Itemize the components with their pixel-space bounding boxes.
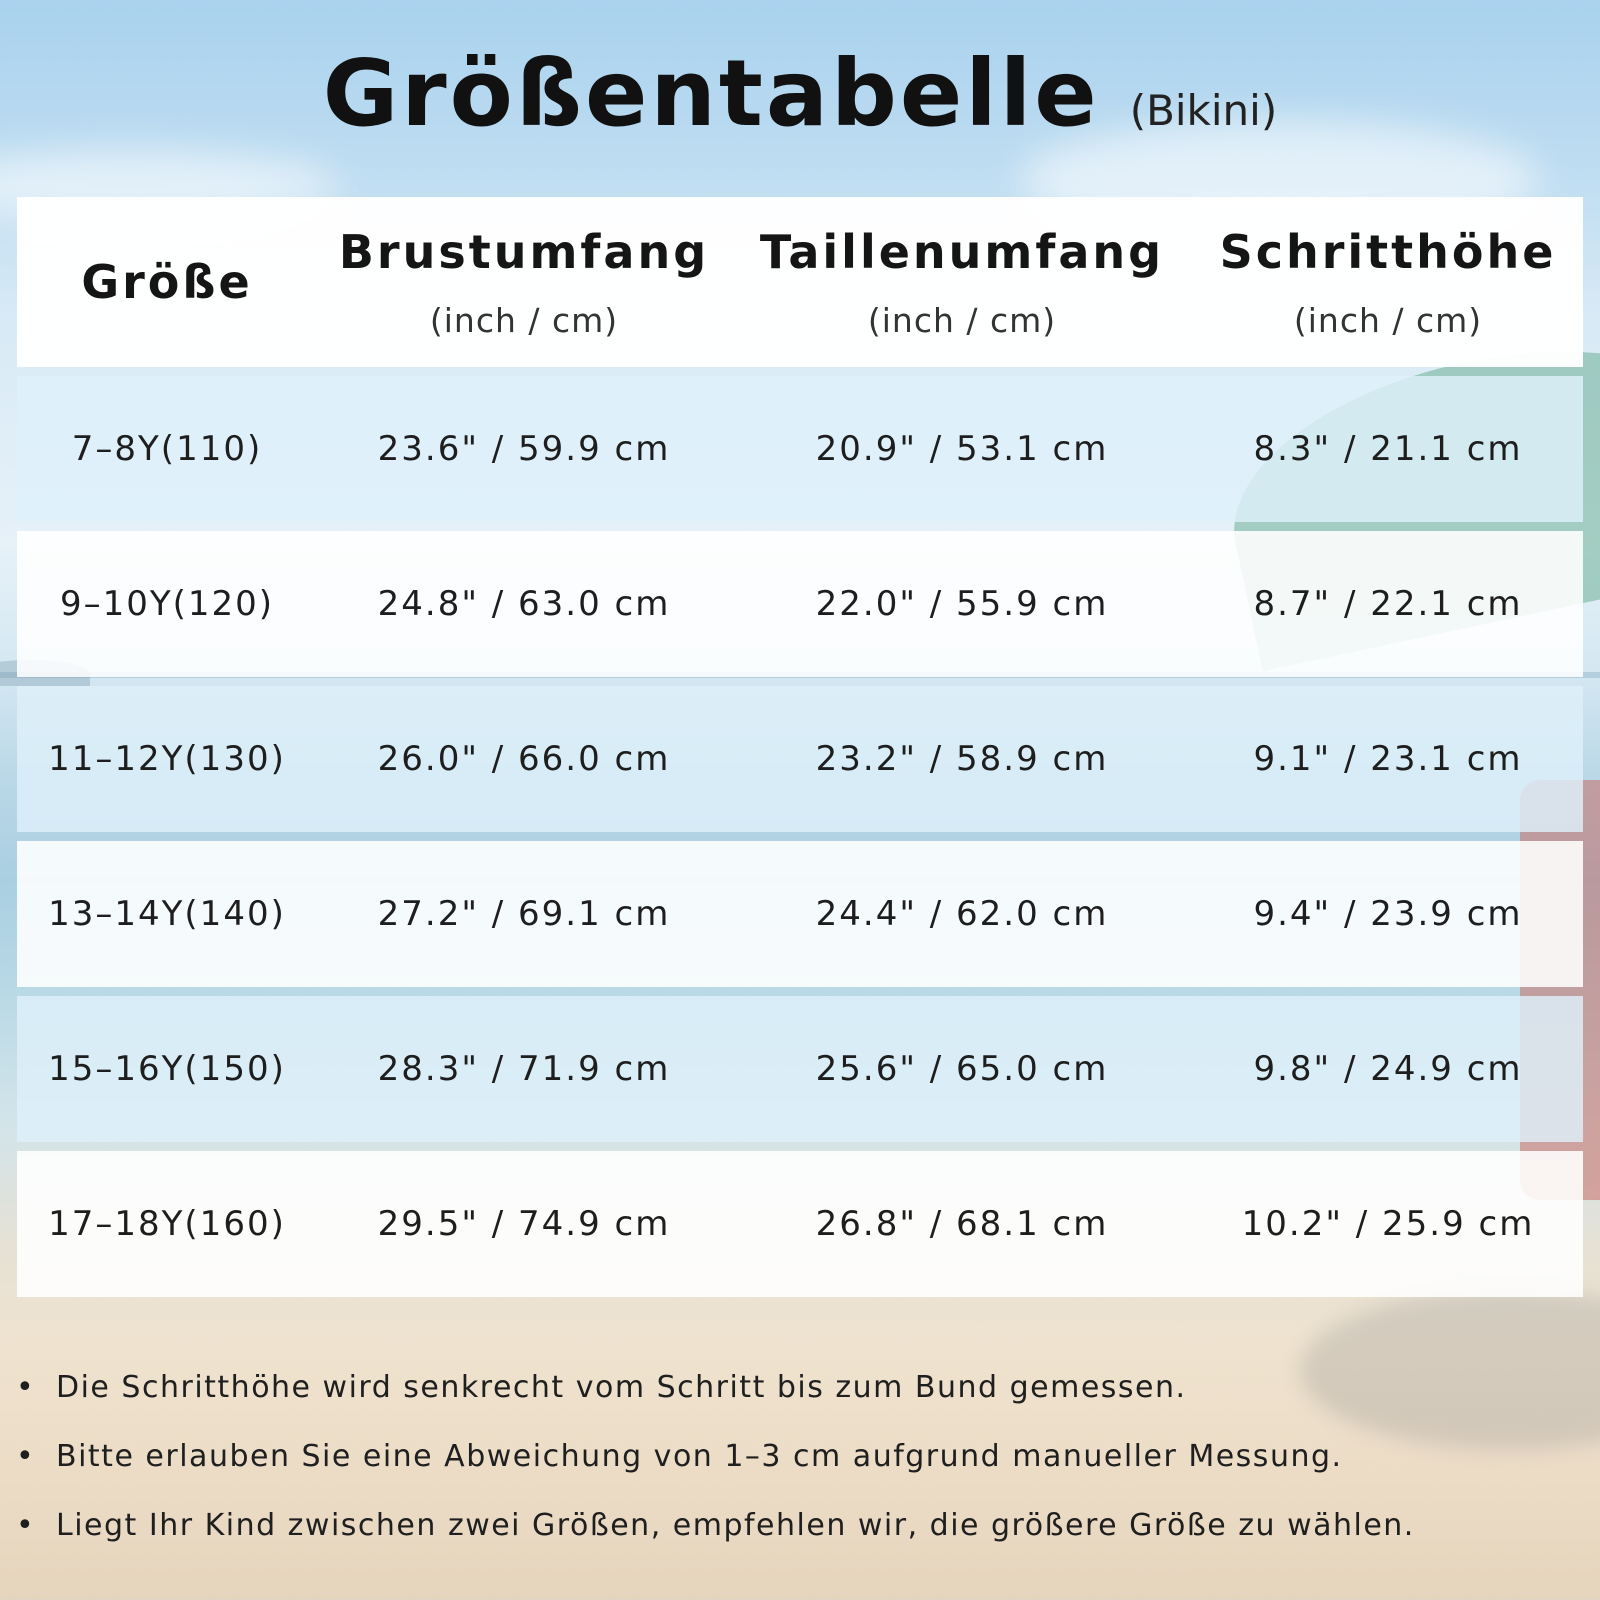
cell-waist: 26.8" / 68.1 cm — [815, 1204, 1109, 1244]
cell-size: 7–8Y(110) — [71, 429, 263, 469]
cell-waist: 25.6" / 65.0 cm — [815, 1049, 1109, 1089]
note-text: Bitte erlauben Sie eine Abweichung von 1–3 cm aufgrund manueller Messung. — [56, 1439, 1343, 1474]
header-unit: (inch / cm) — [429, 300, 619, 340]
note-item — [16, 1437, 1576, 1506]
table-row — [17, 531, 1583, 677]
cell-bust: 24.8" / 63.0 cm — [377, 584, 671, 624]
header-unit: (inch / cm) — [1293, 300, 1483, 340]
table-header-row — [17, 197, 1583, 367]
cell-inseam: 9.8" / 24.9 cm — [1253, 1049, 1523, 1089]
header-label: Taillenumfang — [759, 224, 1165, 279]
note-item — [16, 1506, 1576, 1575]
cell-size: 11–12Y(130) — [48, 739, 286, 779]
cell-waist: 22.0" / 55.9 cm — [815, 584, 1109, 624]
cell-inseam: 9.4" / 23.9 cm — [1253, 894, 1523, 934]
title-subtitle: (Bikini) — [1129, 86, 1278, 135]
header-waist — [731, 197, 1193, 367]
header-bust — [317, 197, 731, 367]
cell-waist: 23.2" / 58.9 cm — [815, 739, 1109, 779]
cell-inseam: 10.2" / 25.9 cm — [1241, 1204, 1535, 1244]
table-row — [17, 996, 1583, 1142]
cell-inseam: 8.7" / 22.1 cm — [1253, 584, 1523, 624]
cell-size: 9–10Y(120) — [59, 584, 275, 624]
header-size — [17, 197, 317, 367]
cell-bust: 23.6" / 59.9 cm — [377, 429, 671, 469]
header-inseam — [1193, 197, 1583, 367]
note-text: Die Schritthöhe wird senkrecht vom Schritt bis zum Bund gemessen. — [56, 1370, 1187, 1405]
table-row — [17, 1151, 1583, 1297]
header-label: Brustumfang — [338, 224, 710, 279]
bullet-icon: • — [16, 1508, 36, 1543]
header-label: Schritthöhe — [1219, 224, 1557, 279]
bullet-icon: • — [16, 1370, 36, 1405]
cell-bust: 28.3" / 71.9 cm — [377, 1049, 671, 1089]
cell-bust: 29.5" / 74.9 cm — [377, 1204, 671, 1244]
table-row — [17, 686, 1583, 832]
header-label: Größe — [81, 255, 253, 309]
notes-list — [16, 1368, 1576, 1575]
cell-bust: 26.0" / 66.0 cm — [377, 739, 671, 779]
note-text: Liegt Ihr Kind zwischen zwei Größen, empfehlen wir, die größere Größe zu wählen. — [56, 1508, 1415, 1543]
cell-waist: 20.9" / 53.1 cm — [815, 429, 1109, 469]
cell-size: 17–18Y(160) — [48, 1204, 286, 1244]
header-unit: (inch / cm) — [867, 300, 1057, 340]
cell-inseam: 9.1" / 23.1 cm — [1253, 739, 1523, 779]
page-title — [0, 40, 1600, 150]
table-row — [17, 841, 1583, 987]
table-row — [17, 376, 1583, 522]
cell-size: 15–16Y(150) — [48, 1049, 286, 1089]
cell-waist: 24.4" / 62.0 cm — [815, 894, 1109, 934]
size-table — [17, 197, 1583, 1297]
cell-size: 13–14Y(140) — [48, 894, 286, 934]
bullet-icon: • — [16, 1439, 36, 1474]
cell-bust: 27.2" / 69.1 cm — [377, 894, 671, 934]
title-main: Größentabelle — [322, 40, 1100, 147]
cell-inseam: 8.3" / 21.1 cm — [1253, 429, 1523, 469]
note-item — [16, 1368, 1576, 1437]
